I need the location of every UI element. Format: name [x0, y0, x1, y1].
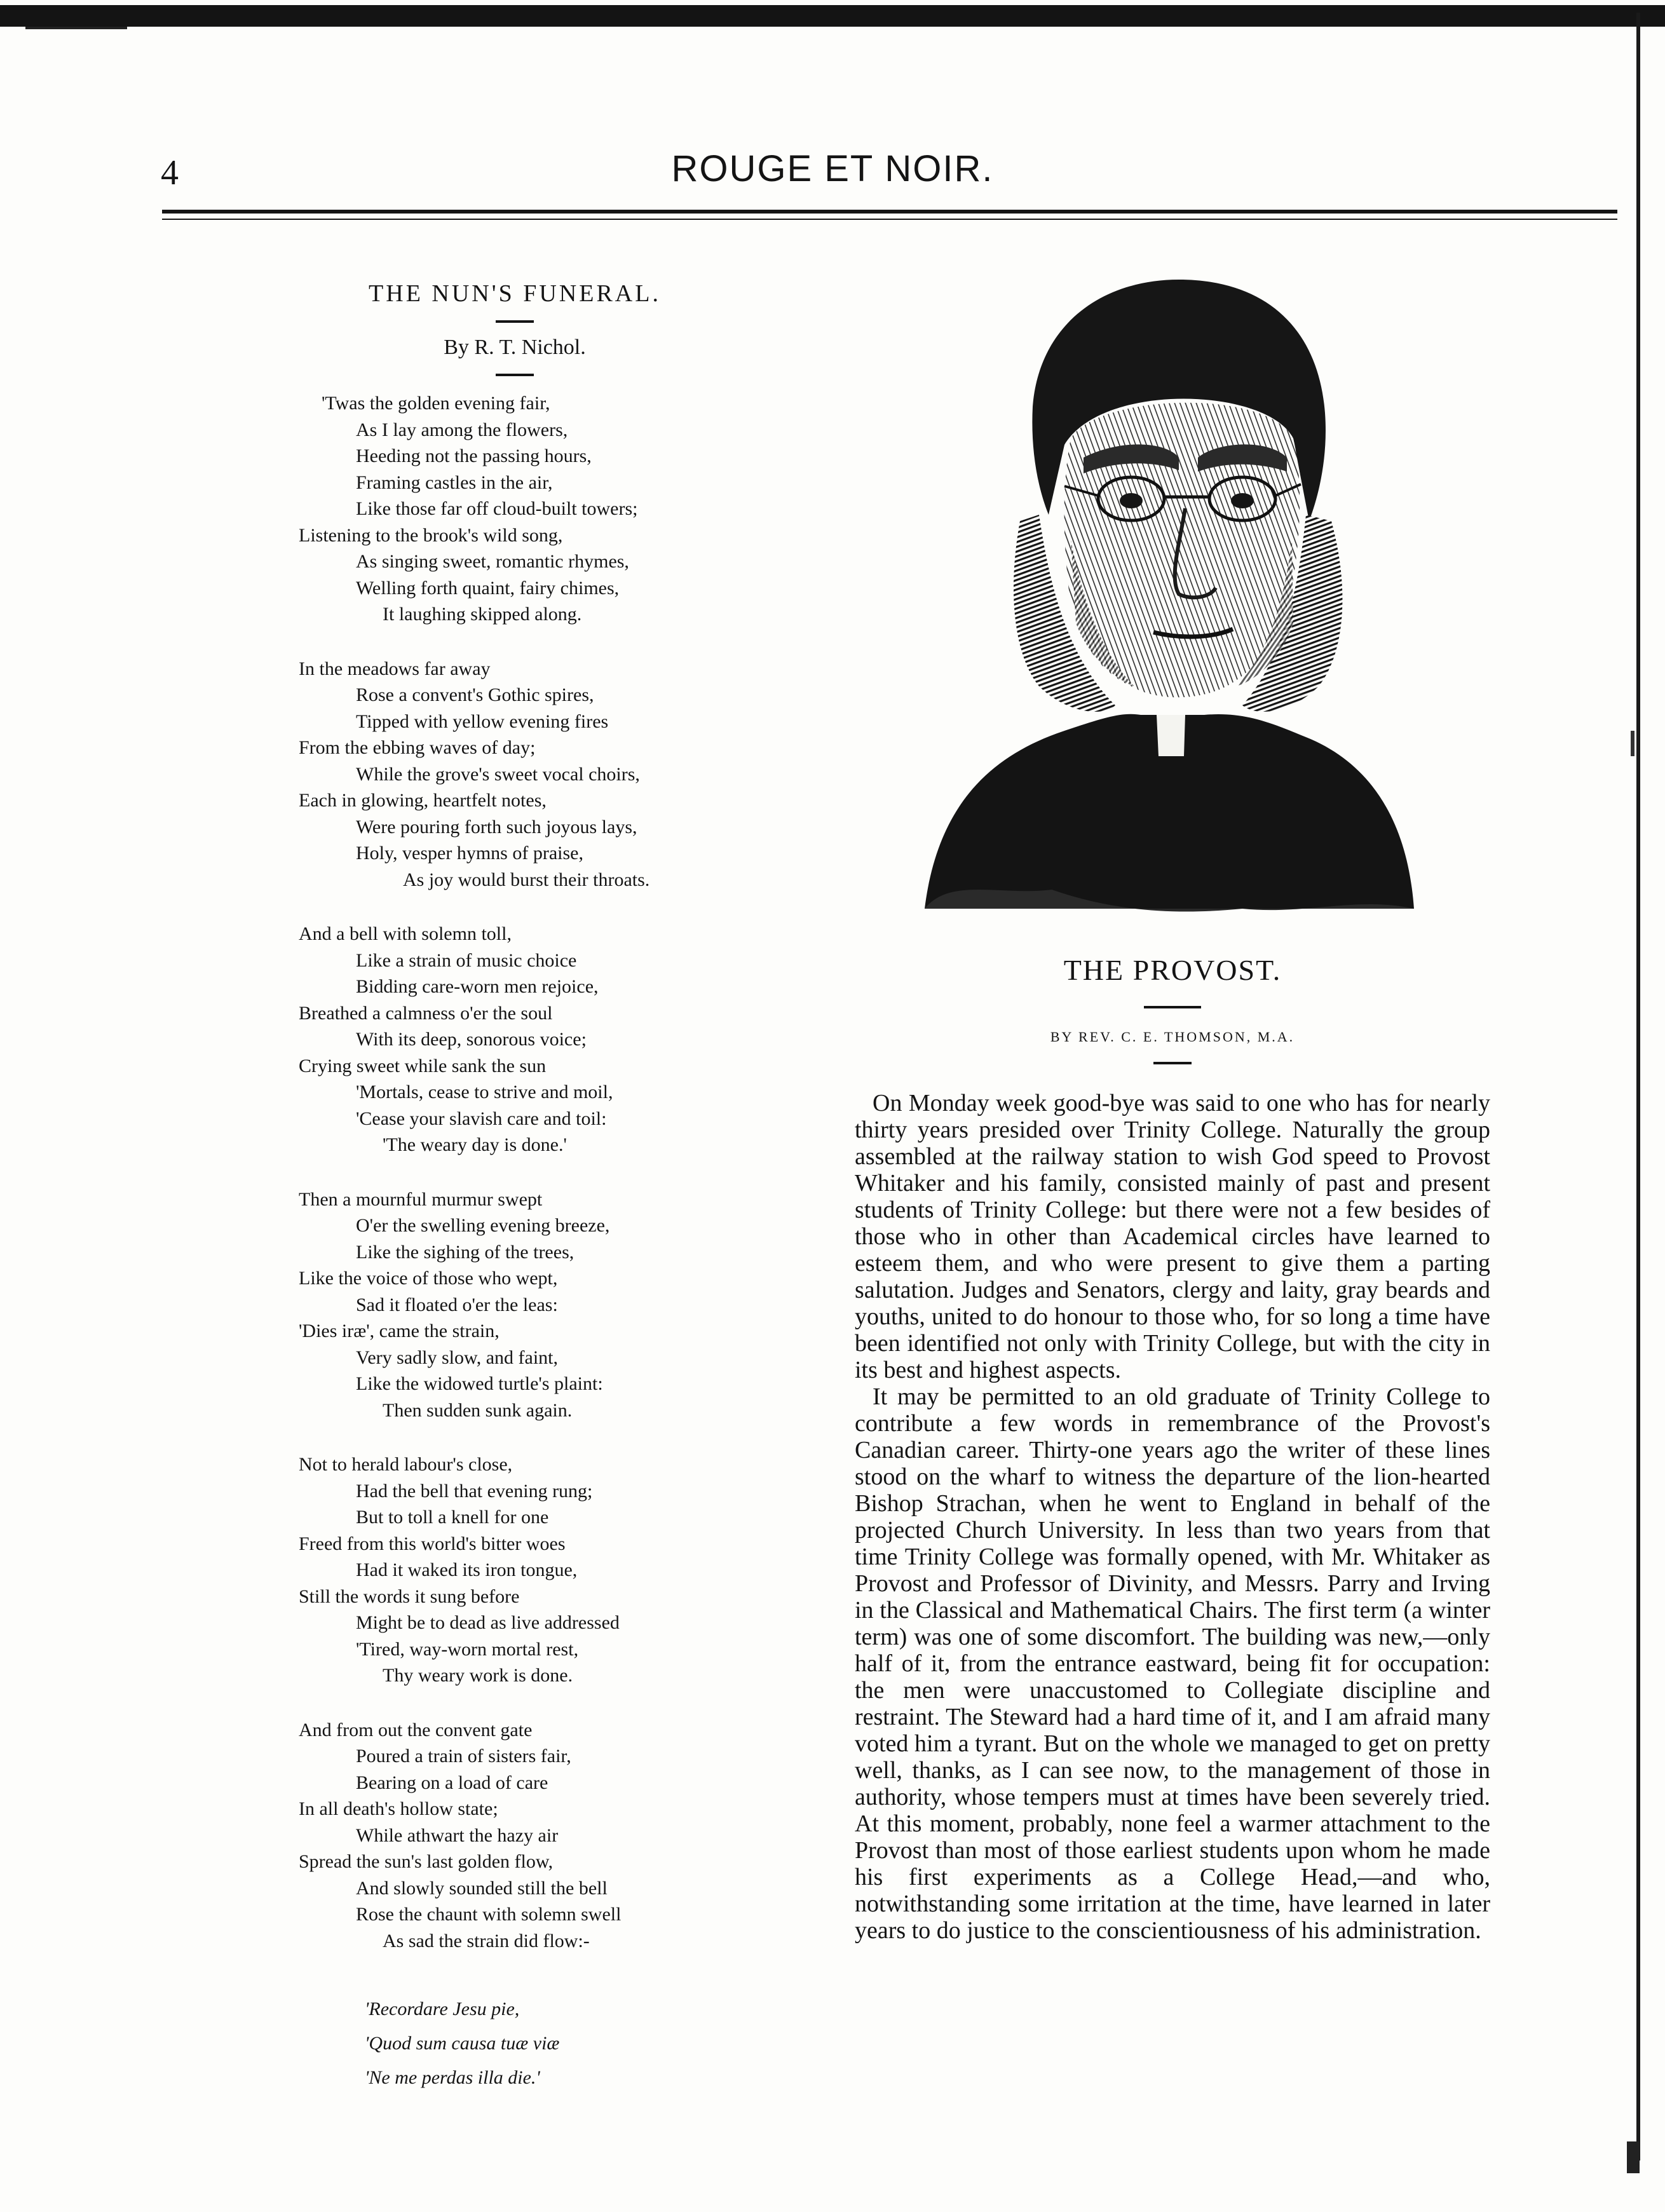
poem-line: Then sudden sunk again. [383, 1399, 573, 1421]
stanza [299, 921, 731, 1158]
poem-line: 'Tired, way-worn mortal rest, [356, 1638, 579, 1660]
poem-line: While the grove's sweet vocal choirs, [356, 763, 640, 785]
poem-line: It laughing skipped along. [383, 604, 582, 625]
poem-line: 'Recordare Jesu pie, [365, 1998, 520, 2019]
margin-mark [1631, 731, 1634, 756]
poem-line: 'Mortals, cease to strive and moil, [356, 1082, 613, 1103]
stanza [299, 656, 731, 893]
poem-line: 'Cease your slavish care and toil: [356, 1108, 607, 1129]
poem-line: O'er the swelling evening breeze, [356, 1215, 610, 1236]
poem-line: Like the widowed turtle's plaint: [356, 1373, 603, 1394]
poem-line: Were pouring forth such joyous lays, [356, 816, 637, 838]
poem-line: As sad the strain did flow:- [383, 1930, 590, 1951]
poem-line: Heeding not the passing hours, [356, 445, 592, 466]
poem-line: Like a strain of music choice [356, 949, 577, 971]
poem-line: As I lay among the flowers, [356, 419, 568, 440]
poem-line: Rose a convent's Gothic spires, [356, 684, 594, 705]
article-title: THE PROVOST. [1063, 954, 1282, 986]
poem-line: Framing castles in the air, [356, 472, 553, 493]
stanza [299, 1451, 731, 1689]
poem [299, 280, 731, 2095]
poem-line: Tipped with yellow evening fires [356, 710, 609, 732]
poem-line: Had it waked its iron tongue, [356, 1559, 578, 1580]
poem-line: Holy, vesper hymns of praise, [356, 843, 583, 864]
poem-line: Breathed a calmness o'er the soul [299, 1002, 553, 1024]
poem-line: And a bell with solemn toll, [299, 923, 512, 944]
poem-line: And slowly sounded still the bell [356, 1877, 608, 1899]
poem-title: THE NUN'S FUNERAL. [369, 280, 661, 307]
poem-line: Freed from this world's bitter woes [299, 1533, 566, 1554]
poem-line: Each in glowing, heartfelt notes, [299, 790, 547, 811]
header-rule [162, 210, 1617, 214]
poem-line: Like the sighing of the trees, [356, 1241, 574, 1263]
provost-portrait [912, 248, 1420, 921]
poem-line: In all death's hollow state; [299, 1798, 498, 1819]
poem-line: Like those far off cloud-built towers; [356, 498, 638, 519]
header-rule [162, 219, 1617, 220]
poem-line: Not to herald labour's close, [299, 1454, 513, 1475]
top-border [0, 5, 1665, 27]
poem-line: In the meadows far away [299, 658, 491, 679]
masthead: ROUGE ET NOIR. [671, 148, 994, 189]
poem-line: Then a mournful murmur swept [299, 1188, 543, 1210]
page-number: 4 [161, 153, 179, 193]
poem-line: And from out the convent gate [299, 1719, 533, 1740]
stanza [299, 1186, 731, 1424]
poem-line: 'Ne me perdas illa die.' [365, 2067, 540, 2088]
divider [1153, 1062, 1192, 1064]
poem-line: 'Quod sum causa tuæ viæ [365, 2033, 560, 2054]
poem-line: With its deep, sonorous voice; [356, 1029, 587, 1050]
poem-line: Still the words it sung before [299, 1585, 520, 1607]
poem-line: Sad it floated o'er the leas: [356, 1294, 558, 1315]
divider [1144, 1006, 1201, 1008]
poem-line: 'Twas the golden evening fair, [322, 393, 550, 414]
poem-line: Like the voice of those who wept, [299, 1268, 558, 1289]
poem-line: Bidding care-worn men rejoice, [356, 976, 599, 997]
poem-line: 'The weary day is done.' [383, 1134, 567, 1155]
poem-byline: By R. T. Nichol. [444, 336, 586, 359]
article [855, 953, 1490, 1944]
article-paragraph: It may be permitted to an old graduate of Trinity College to contribute a few words in remembrance of the Provost's Canadian career. Thirty-one years ago the writer of these lines stood on the wharf to witness the departure of the lion-hearted Bishop Strachan, when he went to England in behalf of the projected Church University. In less than two years from that time Trinity College was formally opened, with Mr. Whitaker as Provost and Professor of Divinity, and Messrs. Parry and Irving in the Classical and Mathematical Chairs. The first term (a winter term) was one of some discomfort. The building was new,—only half of it, from the entrance eastward, being fit for occupation: the men were unaccustomed to Collegiate discipline and restraint. The Steward had a hard time of it, and I am afraid many voted him a tyrant. But on the whole we managed to get on pretty well, thanks, as I can see now, to the management of those in authority, whose tempers must at times have been severely tried. At this moment, probably, none feel a warmer attachment to the Provost than most of those earliest students upon whom he made his first experiments as a College Head,—and who, notwithstanding some irritation at the time, have learned in later years to do justice to the conscientiousness of his administration. [855, 1383, 1490, 1944]
right-border [1636, 13, 1640, 2161]
stanza [299, 1717, 731, 1955]
poem-line: But to toll a knell for one [356, 1507, 549, 1528]
poem-line: Had the bell that evening rung; [356, 1480, 593, 1502]
poem-line: Listening to the brook's wild song, [299, 524, 563, 546]
poem-line: As joy would burst their throats. [403, 869, 650, 890]
poem-line: 'Dies iræ', came the strain, [299, 1320, 500, 1341]
poem-line: Welling forth quaint, fairy chimes, [356, 577, 620, 599]
latin-verse [299, 1992, 731, 2095]
divider [496, 320, 534, 323]
poem-line: Spread the sun's last golden flow, [299, 1851, 554, 1872]
poem-line: Bearing on a load of care [356, 1772, 548, 1793]
poem-line: Might be to dead as live addressed [356, 1612, 620, 1633]
poem-line: Crying sweet while sank the sun [299, 1055, 547, 1076]
page-edge-mark [25, 27, 127, 38]
poem-line: Thy weary work is done. [383, 1665, 573, 1686]
article-paragraph: On Monday week good-bye was said to one who has for nearly thirty years presided over Trinity College. Naturally the group assembled at the railway station to wish God speed to Provost Whitaker and his family, consisted mainly of past and present students of Trinity College: but there were not a few besides of those who in other than Academical circles have learned to esteem them, and who were present to give them a parting salutation. Judges and Senators, clergy and laity, gray beards and youths, united to do honour to those who, for so long a time have been identified not only with Trinity College, but with the city in its best and highest aspects. [855, 1090, 1490, 1383]
poem-line: Very sadly slow, and faint, [356, 1347, 558, 1368]
divider [496, 374, 534, 376]
article-byline: BY REV. C. E. THOMSON, M.A. [1050, 1029, 1295, 1045]
poem-line: As singing sweet, romantic rhymes, [356, 551, 629, 572]
poem-line: Poured a train of sisters fair, [356, 1746, 571, 1767]
poem-line: From the ebbing waves of day; [299, 737, 536, 758]
page-edge-mark [1627, 2141, 1640, 2173]
poem-line: Rose the chaunt with solemn swell [356, 1904, 622, 1925]
stanza [299, 390, 731, 628]
poem-line: While athwart the hazy air [356, 1824, 559, 1846]
